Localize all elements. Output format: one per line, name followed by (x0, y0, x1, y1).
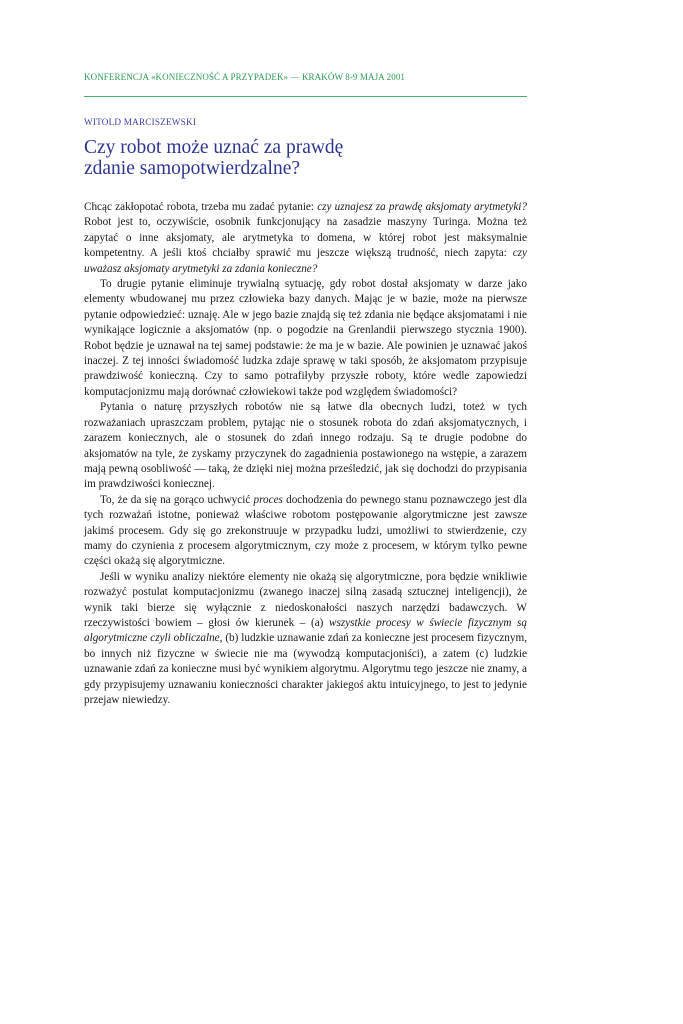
paragraph-2: To drugie pytanie eliminuje trywialną sytuację, gdy robot dostał aksjomaty w darze jako elementy wbudowanej mu przez człowieka bazy danych. Mając je w bazie, może na pierwsze pytanie odpowiedzieć: uznaję. Ale w jego bazie znajdą się też zdania nie będące aksjomatami i nie wynikające logicznie a aksjomatów (np. o pogodzie na Grenlandii pierwszego stycznia 1900). Robot będzie je uznawał na tej samej podstawie: że ma je w bazie. Ale powinien je uznawać jakoś inaczej. Z tej inności świadomość ludzka zdaje sprawę w taki sposób, że aksjomatom przypisuje prawdziwość konieczną. Czy to samo potrafiłyby przyszłe roboty, które wedle zapowiedzi komputacjonizmu mają dorównać człowiekowi także pod względem świadomości? (84, 278, 527, 398)
paragraph-5 (84, 570, 527, 709)
italic-phrase: wszystkie procesy w świecie fizycznym są algorytmiczne czyli obliczalne (84, 616, 527, 645)
article-title (84, 137, 504, 179)
paragraph-text: Robot jest to, oczywiście, osobnik funkcjonujący na zasadzie maszyny Turinga. Można też zapytać o inne aksjomaty, ale arytmetyka to domena, w której robot jest maksymalnie kompetentny. A jeśli ktoś chciałby sprawić mu jeszcze większą trudność, niech zapyta: (84, 216, 527, 260)
paragraph-1 (84, 200, 527, 277)
paragraph-text: , (b) ludzkie uznawanie zdań za konieczne jest procesem fizycznym, bo innych niż fizyczne w świecie nie ma (wywodzą komputacjoniści), a zatem (c) ludzkie uznawanie zdań za konieczne musi być wynikiem algorytmu. Algorytmu tego jeszcze nie znamy, a gdy przypisujemy uznawaniu konieczności charakter jakiegoś aktu intuicyjnego, to jest to jedynie przejaw niewiedzy. (84, 632, 527, 706)
title-line-1: Czy robot może uznać za prawdę (84, 137, 344, 158)
paragraph-text: dochodzenia do pewnego stanu poznawczego jest dla tych rozważań istotne, ponieważ właściwe robotom postępowanie algorytmiczne jest zawsze jakimś procesem. Gdy się go zrekonstruuje w przypadku ludzi, umożliwi to stwierdzenie, czy mamy do czynienia z procesem algorytmicznym, czy może z procesem, w którym tylko pewne części okażą się algorytmiczne. (84, 493, 527, 568)
header-rule (84, 96, 527, 97)
paragraph-4 (84, 493, 527, 570)
running-head: KONFERENCJA «KONIECZNOŚĆ A PRZYPADEK» — KRAKÓW 8-9 MAJA 2001 (84, 72, 406, 82)
paragraph-text: To, że da się na gorąco uchwycić (100, 493, 254, 506)
title-line-2: zdanie samopotwierdzalne? (84, 158, 301, 179)
italic-phrase: proces (253, 493, 283, 506)
paragraph-text: Jeśli w wyniku analizy niektóre elementy nie okażą się algorytmiczne, pora będzie wnikliwie rozważyć postulat komputacjonizmu (zwanego inaczej silną zasadą sztucznej inteligencji), że wynik taki bierze się wyłącznie z niedoskonałości naszych narzędzi badawczych. W rzeczywistości bowiem – głosi ów kierunek – (a) (84, 570, 527, 629)
article-body (84, 200, 527, 708)
paragraph-text: Chcąc zakłopotać robota, trzeba mu zadać pytanie: (84, 201, 318, 213)
author-name: WITOLD MARCISZEWSKI (84, 117, 197, 127)
italic-phrase: czy uznajesz za prawdę aksjomaty arytmetyki? (317, 201, 527, 213)
paragraph-3: Pytania o naturę przyszłych robotów nie są łatwe dla obecnych ludzi, toteż w tych rozważaniach upraszczam problem, pytając nie o stosunek robota do zdań aksjomatycznych, i zarazem koniecznych, ale o stosunek do zdań innego rodzaju. Są te drugie podobne do aksjomatów na tyle, że zyskamy przyczynek do zagadnienia postawionego na wstępie, a zarazem mają pewną osobliwość — taką, że dzięki niej można prześledzić, jak się dochodzi do przypisania im prawdziwości koniecznej. (84, 401, 527, 491)
italic-phrase: czy uważasz aksjomaty arytmetyki za zdania konieczne? (84, 247, 527, 275)
